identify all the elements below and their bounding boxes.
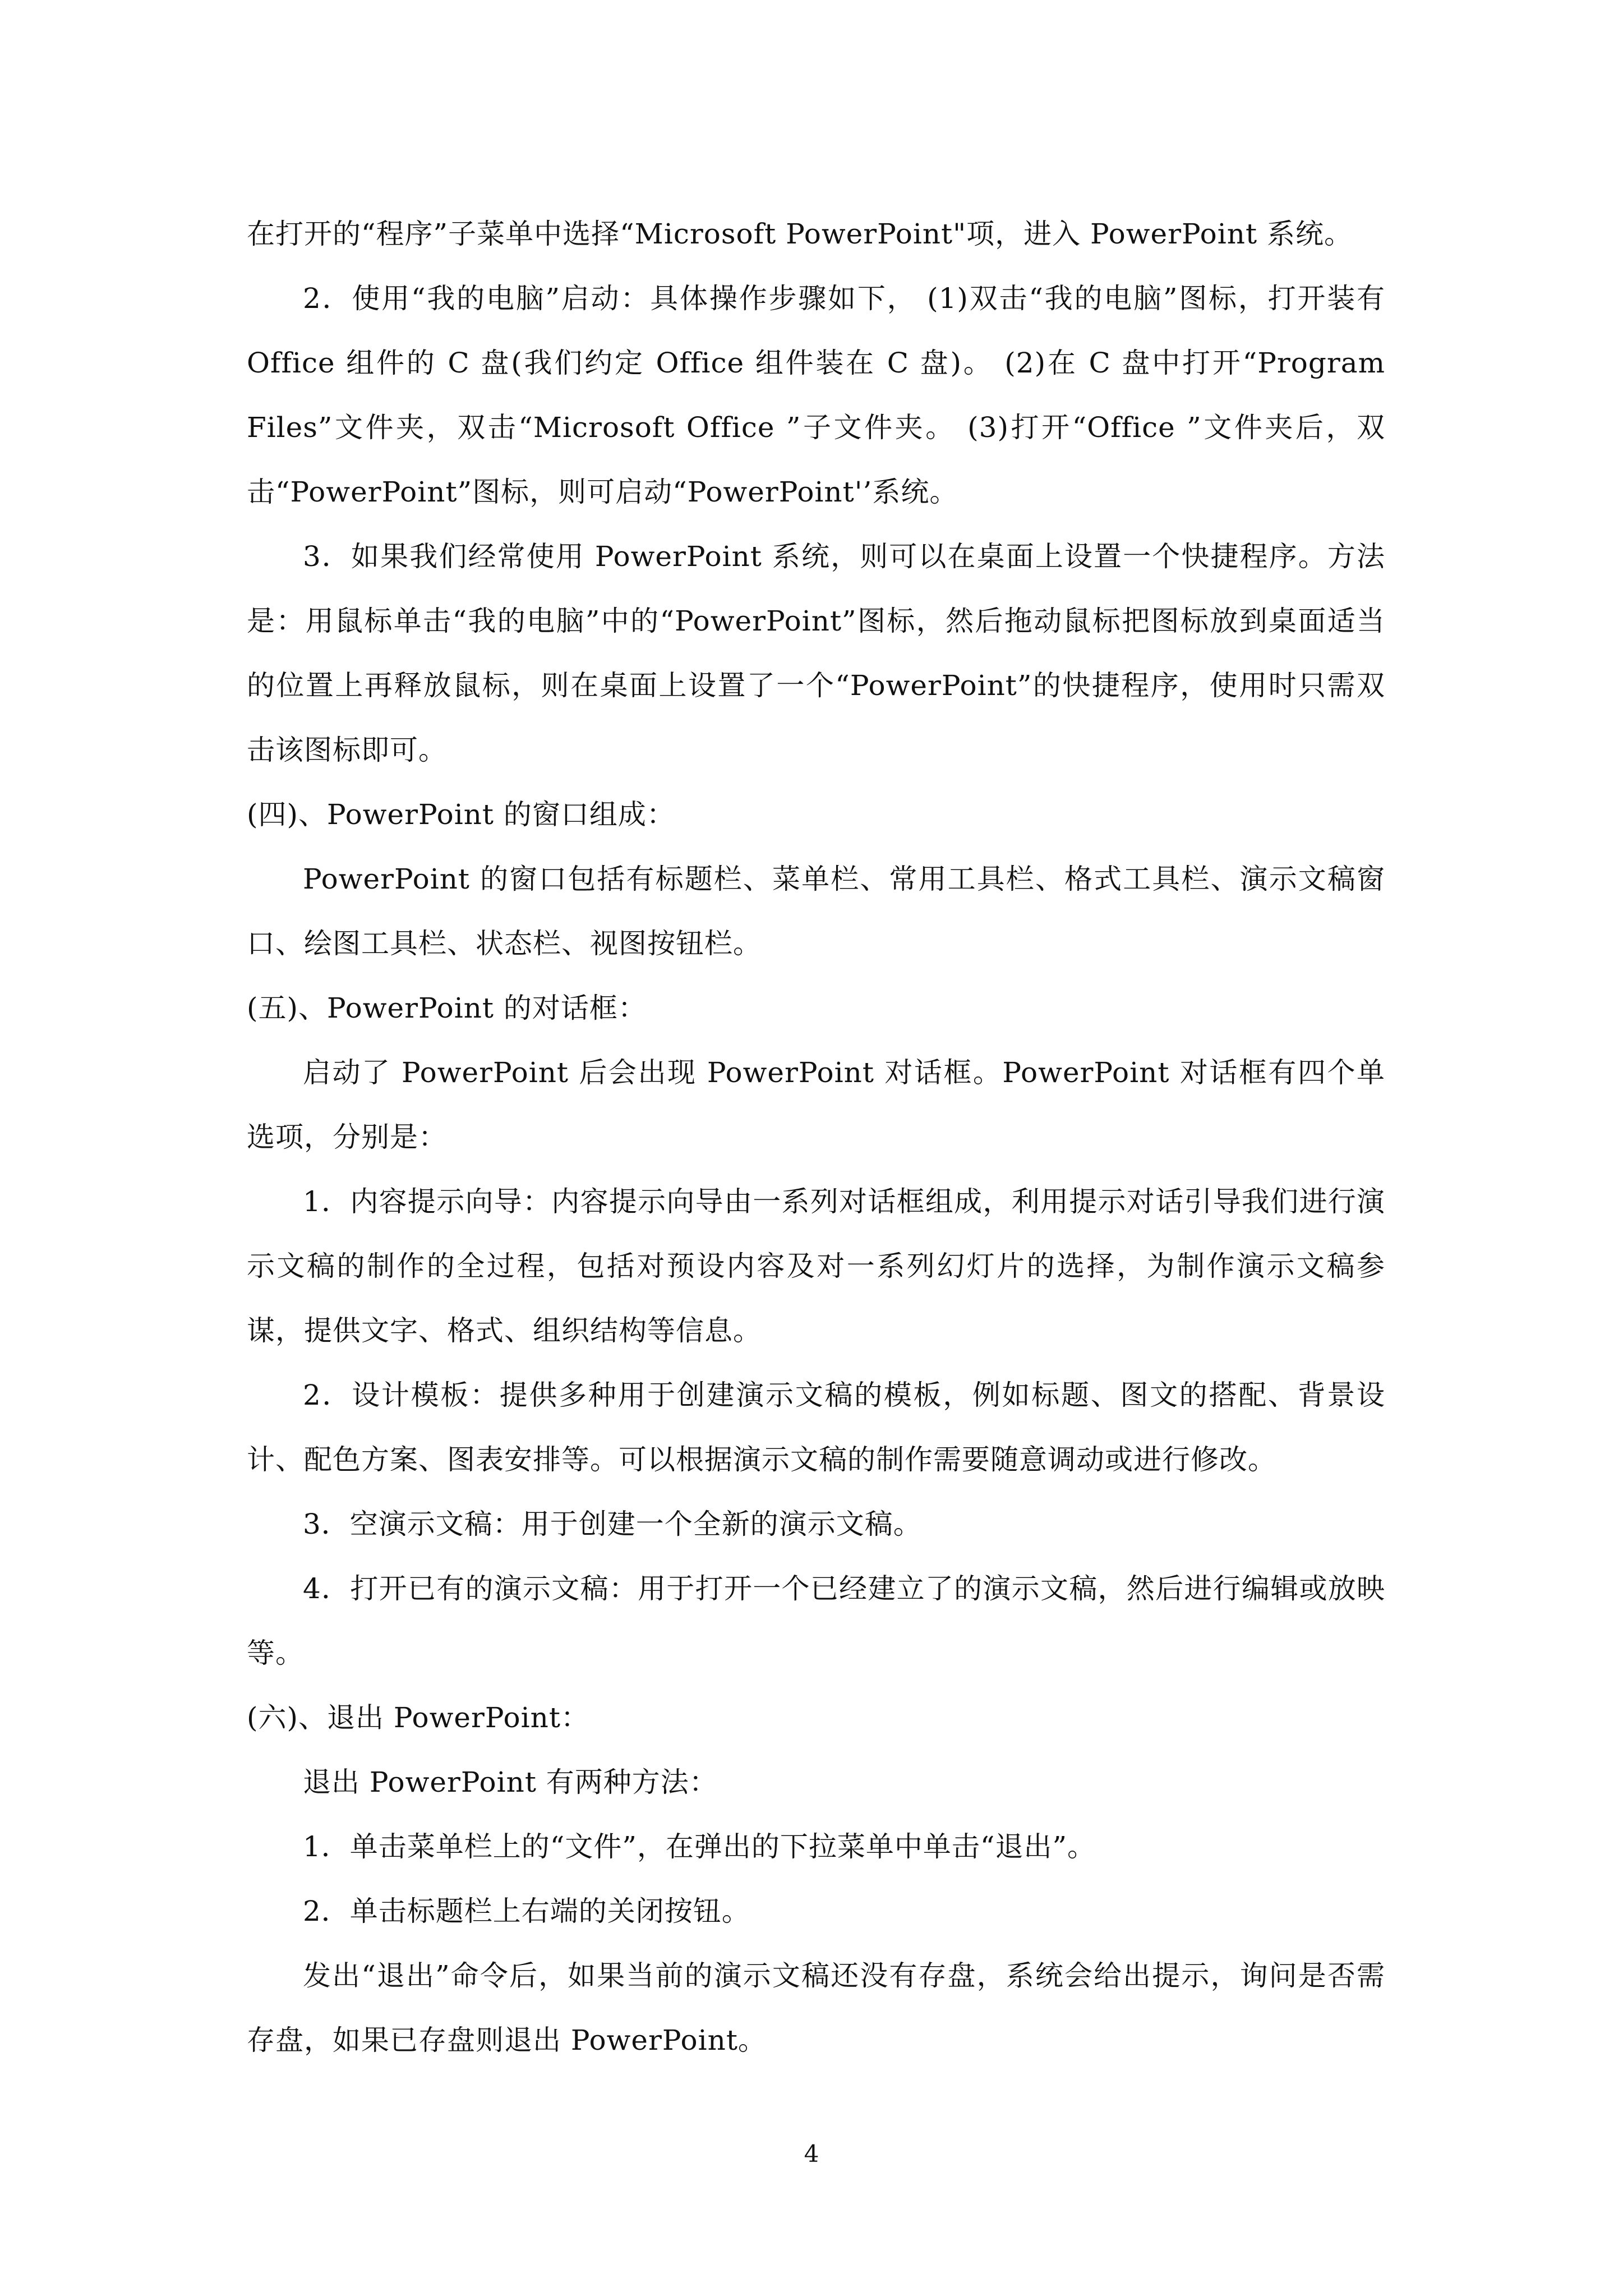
paragraph-design-template: 2．设计模板：提供多种用于创建演示文稿的模板，例如标题、图文的搭配、背景设计、配色方案、图表安排等。可以根据演示文稿的制作需要随意调动或进行修改。 (247, 1379, 1385, 1476)
paragraph-blank-presentation: 3．空演示文稿：用于创建一个全新的演示文稿。 (303, 1508, 922, 1540)
paragraph-exit-save-prompt: 发出“退出”命令后，如果当前的演示文稿还没有存盘，系统会给出提示，询问是否需存盘，如果已存盘则退出 PowerPoint。 (247, 1959, 1385, 2056)
paragraph-program-menu: 在打开的“程序”子菜单中选择“Microsoft PowerPoint"项，进入 PowerPoint 系统。 (247, 218, 1353, 250)
paragraph-exit-methods: 退出 PowerPoint 有两种方法： (303, 1766, 718, 1798)
paragraph-exit-file-menu: 1．单击菜单栏上的“文件”，在弹出的下拉菜单中单击“退出”。 (303, 1830, 1096, 1863)
paragraph-exit-close-button: 2．单击标题栏上右端的关闭按钮。 (303, 1895, 750, 1927)
paragraph-desktop-shortcut: 3．如果我们经常使用 PowerPoint 系统，则可以在桌面上设置一个快捷程序。方法是：用鼠标单击“我的电脑”中的“PowerPoint”图标，然后拖动鼠标把图标放到桌面适当的位置上再释放鼠标，则在桌面上设置了一个“PowerPoint”的快捷程序，使用时只需双击该图标即可。 (247, 540, 1385, 766)
section-heading-dialog: (五)、PowerPoint 的对话框： (247, 992, 647, 1024)
paragraph-dialog-intro: 启动了 PowerPoint 后会出现 PowerPoint 对话框。PowerPoint 对话框有四个单选项，分别是： (247, 1056, 1385, 1153)
section-heading-window: (四)、PowerPoint 的窗口组成： (247, 798, 675, 831)
paragraph-window-parts: PowerPoint 的窗口包括有标题栏、菜单栏、常用工具栏、格式工具栏、演示文稿窗口、绘图工具栏、状态栏、视图按钮栏。 (247, 863, 1385, 960)
body-text (247, 202, 1385, 2073)
page-number: 4 (804, 2140, 819, 2168)
section-heading-exit: (六)、退出 PowerPoint： (247, 1701, 589, 1734)
paragraph-open-existing: 4．打开已有的演示文稿：用于打开一个已经建立了的演示文稿，然后进行编辑或放映等。 (247, 1572, 1385, 1669)
paragraph-content-wizard: 1．内容提示向导：内容提示向导由一系列对话框组成，利用提示对话引导我们进行演示文稿的制作的全过程，包括对预设内容及对一系列幻灯片的选择，为制作演示文稿参谋，提供文字、格式、组织结构等信息。 (247, 1185, 1385, 1347)
paragraph-my-computer-launch: 2．使用“我的电脑”启动：具体操作步骤如下， (1)双击“我的电脑”图标，打开装有 Office 组件的 C 盘(我们约定 Office 组件装在 C 盘)。 (2)在 C 盘中打开“Program Files”文件夹，双击“Microsoft Office ”子文件夹。 (3)打开“Office ”文件夹后，双击“PowerPoint”图标，则可启动“PowerPoint'’系统。 (247, 282, 1385, 508)
